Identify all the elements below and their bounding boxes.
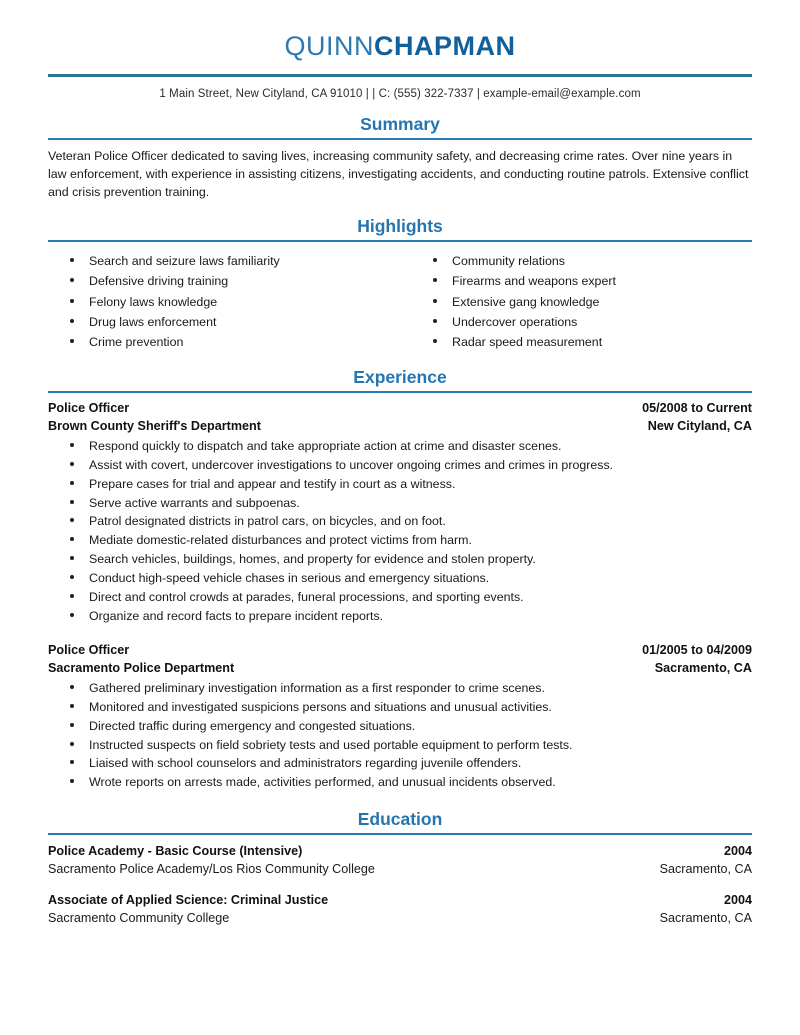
job-title-row [48,642,752,660]
job-bullet [70,513,752,532]
job-bullet-text: Serve active warrants and subpoenas. [89,495,300,510]
bullet-icon [70,594,74,598]
highlight-item [70,251,400,271]
bullet-icon [70,443,74,447]
job-bullet-text: Search vehicles, buildings, homes, and property for evidence and stolen property. [89,552,536,567]
education-year: 2004 [723,843,752,858]
highlight-item [70,292,400,312]
highlight-item-text: Drug laws enforcement [89,314,217,329]
experience-entry [48,642,752,795]
education-entry [48,891,752,928]
job-bullet [70,588,752,607]
job-bullet [70,774,752,793]
section-education [48,809,752,928]
education-degree: Police Academy - Basic Course (Intensive) [48,843,303,858]
highlight-item-text: Search and seizure laws familiarity [89,253,280,268]
bullet-icon [433,278,437,282]
highlight-item-text: Defensive driving training [89,274,229,289]
job-title: Police Officer [48,400,130,415]
highlight-item [433,332,752,352]
bullet-icon [70,575,74,579]
bullet-icon [70,258,74,262]
bullet-icon [70,518,74,522]
job-bullet [70,569,752,588]
bullet-icon [433,299,437,303]
job-dates: 05/2008 to Current [642,400,752,415]
job-bullet-text: Patrol designated districts in patrol cars, on bicycles, and on foot. [89,514,446,529]
section-title-summary: Summary [360,113,440,134]
job-title-row [48,400,752,418]
education-degree: Associate of Applied Science: Criminal Justice [48,893,329,908]
job-bullet-text: Respond quickly to dispatch and take appropriate action at crime and disaster scenes. [89,439,562,454]
bullet-icon [70,299,74,303]
job-bullet [70,717,752,736]
bullet-icon [433,258,437,262]
highlights-column-left [48,251,400,353]
education-list [48,835,752,928]
highlight-item [433,312,752,332]
contact-line: 1 Main Street, New Cityland, CA 91010 | | C: (555) 322-7337 | example-email@example.com [159,87,641,100]
bullet-icon [70,742,74,746]
resume-header [48,0,752,62]
page-title [48,32,752,62]
education-entry [48,842,752,879]
job-bullet [70,607,752,626]
education-location: Sacramento, CA [659,861,752,876]
job-bullet [70,475,752,494]
job-bullet-text: Wrote reports on arrests made, activities performed, and unusual incidents observed. [89,775,556,790]
bullet-icon [70,537,74,541]
bullet-icon [70,779,74,783]
job-bullet-text: Instructed suspects on field sobriety tests and used portable equipment to perform tests. [89,737,573,752]
education-school: Sacramento Community College [48,911,230,926]
bullet-icon [70,685,74,689]
first-name: QUINN [284,31,374,61]
job-company: Brown County Sheriff's Department [48,418,261,433]
bullet-icon [70,339,74,343]
education-school: Sacramento Police Academy/Los Rios Community College [48,861,375,876]
job-bullet-text: Organize and record facts to prepare incident reports. [89,608,384,623]
experience-list [48,393,752,795]
job-bullet-list [48,678,752,793]
highlight-item [70,271,400,291]
bullet-icon [433,319,437,323]
highlight-item [70,332,400,352]
summary-text: Veteran Police Officer dedicated to saving lives, increasing community safety, and decreasing crime rates. Over nine years in law enforcement, with experience in assisting citizens, investigating accidents, and conducting routine patrols. Extensive conflict and crisis prevention training. [48,148,749,200]
job-location: Sacramento, CA [654,660,752,675]
job-bullet-text: Directed traffic during emergency and congested situations. [89,718,416,733]
highlight-item-text: Undercover operations [452,314,578,329]
job-bullet [70,456,752,475]
job-dates: 01/2005 to 04/2009 [642,642,752,657]
job-bullet [70,755,752,774]
bullet-icon [70,500,74,504]
job-company-row [48,418,752,436]
job-bullet-text: Conduct high-speed vehicle chases in serious and emergency situations. [89,570,490,585]
job-location: New Cityland, CA [647,418,752,433]
highlight-item-text: Radar speed measurement [452,335,603,350]
bullet-icon [70,481,74,485]
bullet-icon [70,278,74,282]
experience-entry [48,400,752,628]
bullet-icon [70,556,74,560]
section-title-highlights: Highlights [357,215,443,236]
job-bullet [70,680,752,699]
highlight-item [70,312,400,332]
job-bullet-text: Assist with covert, undercover investigations to uncover ongoing crimes and crimes in progress. [89,457,614,472]
job-company: Sacramento Police Department [48,660,235,675]
job-bullet [70,698,752,717]
job-bullet [70,532,752,551]
job-bullet [70,438,752,457]
highlight-item-text: Community relations [452,253,565,268]
bullet-icon [70,723,74,727]
education-degree-row [48,842,752,860]
bullet-icon [70,704,74,708]
education-school-row [48,860,752,878]
highlight-item-text: Extensive gang knowledge [452,294,600,309]
job-bullet-text: Gathered preliminary investigation information as a first responder to crime scenes. [89,681,545,696]
job-bullet-list [48,436,752,626]
education-location: Sacramento, CA [659,911,752,926]
job-bullet [70,736,752,755]
job-bullet [70,494,752,513]
highlight-item-text: Crime prevention [89,335,184,350]
highlights-column-right [400,251,752,353]
job-bullet [70,551,752,570]
last-name: CHAPMAN [374,31,516,61]
highlight-item-text: Felony laws knowledge [89,294,218,309]
bullet-icon [70,760,74,764]
job-bullet-text: Direct and control crowds at parades, funeral processions, and sporting events. [89,589,524,604]
section-experience [48,367,752,795]
education-year: 2004 [723,893,752,908]
education-degree-row [48,891,752,909]
job-bullet-text: Prepare cases for trial and appear and testify in court as a witness. [89,476,456,491]
education-school-row [48,909,752,927]
highlight-item-text: Firearms and weapons expert [452,274,616,289]
job-bullet-text: Liaised with school counselors and administrators regarding juvenile offenders. [89,756,522,771]
job-company-row [48,660,752,678]
job-bullet-text: Monitored and investigated suspicions persons and situations and unusual activities. [89,700,552,714]
section-summary [48,114,752,202]
highlight-item [433,271,752,291]
bullet-icon [70,613,74,617]
section-title-experience: Experience [353,366,447,387]
section-title-education: Education [357,808,443,829]
highlight-item [433,251,752,271]
bullet-icon [433,339,437,343]
job-bullet-text: Mediate domestic-related disturbances and protect victims from harm. [89,533,472,548]
bullet-icon [70,319,74,323]
job-title: Police Officer [48,642,130,657]
section-highlights [48,216,752,353]
bullet-icon [70,462,74,466]
highlight-item [433,292,752,312]
